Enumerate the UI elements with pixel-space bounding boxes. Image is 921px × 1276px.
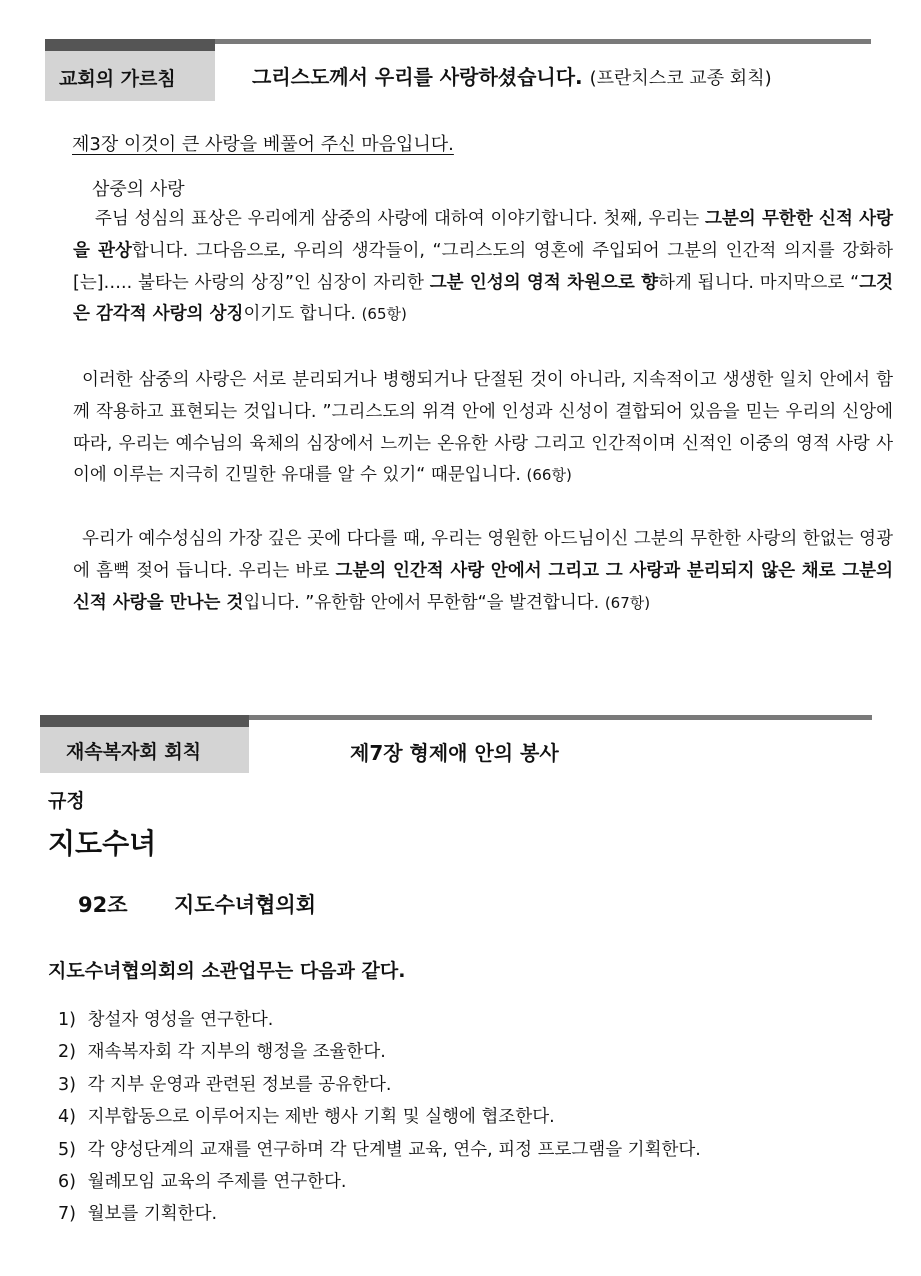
- list-item-number: 5): [58, 1139, 76, 1160]
- article-number: 92조: [78, 893, 128, 917]
- rule-label: 규정: [48, 790, 85, 812]
- article-name: 지도수녀협의회: [174, 893, 317, 917]
- list-item-number: 3): [58, 1074, 76, 1095]
- paragraph-1-text-a: 주님 성심의 표상은 우리에게 삼중의 사랑에 대하여 이야기합니다. 첫째, 우리는: [95, 209, 705, 229]
- list-item: [58, 1101, 701, 1133]
- list-item-number: 6): [58, 1172, 76, 1193]
- paragraph-1-bold-b: 그분 인성의 영적 차원으로 향: [429, 272, 659, 293]
- list-item: [58, 1198, 701, 1230]
- list-item-text: 각 양성단계의 교재를 연구하며 각 단계별 교육, 연수, 피정 프로그램을 기획한다.: [87, 1139, 701, 1160]
- paragraph-1-bold-a: 그분의 무한한 신적 사랑을 관상: [73, 209, 893, 261]
- paragraph-2-text: 이러한 삼중의 사랑은 서로 분리되거나 병행되거나 단절된 것이 아니라, 지속적이고 생생한 일치 안에서 함께 작용하고 표현되는 것입니다. ”그리스도의 위격 안에 인성과 신성이 결합되어 있음을 믿는 우리의 신앙에 따라, 우리는 예수님의 육체의 심장에서 느끼는 온유한 사랑 그리고 인간적이며 신적인 이중의 영적 사랑 사이에 이루는 지극히 긴밀한 유대를 알 수 있기“ 때문입니다.: [73, 370, 893, 486]
- list-item: [58, 1004, 701, 1036]
- section1-title-main: 그리스도께서 우리를 사랑하셨습니다.: [252, 65, 583, 89]
- article-intro: 지도수녀협의회의 소관업무는 다음과 같다.: [48, 960, 406, 982]
- list-item-number: 1): [58, 1010, 76, 1030]
- paragraph-1-reference: (65항): [361, 305, 407, 324]
- section2-title: 제7장 형제애 안의 봉사: [350, 741, 559, 765]
- paragraph-2-reference: (66항): [526, 466, 572, 485]
- section2-tab-label: 재속복자회 회칙: [40, 727, 249, 773]
- list-item-number: 4): [58, 1107, 76, 1128]
- paragraph-3-text-a: 우리가 예수성심의 가장 깊은 곳에 다다를 때, 우리는 영원한 아드님이신 그분의 무한한 사랑의 한없는 영광에 흠뻑 젖어 듭니다. 우리는 바로: [73, 529, 893, 581]
- section-title: 삼중의 사랑: [92, 179, 185, 200]
- list-item-text: 각 지부 운영과 관련된 정보를 공유한다.: [87, 1074, 392, 1095]
- paragraph-1-text-c: 하게 됩니다. 마지막으로 “: [658, 272, 860, 293]
- section1-header-accent: [45, 39, 215, 51]
- chapter-title: 제3장 이것이 큰 사랑을 베풀어 주신 마음입니다.: [72, 134, 454, 155]
- section1-tab-label: 교회의 가르침: [45, 51, 215, 101]
- list-item-text: 월보를 기획한다.: [87, 1204, 218, 1225]
- list-item: [58, 1134, 701, 1166]
- paragraph-2: [73, 365, 893, 492]
- duties-list: [58, 1004, 701, 1231]
- list-item: [58, 1036, 701, 1068]
- paragraph-1: [73, 204, 893, 331]
- list-item-number: 7): [58, 1204, 76, 1225]
- paragraph-3-bold: 그분의 인간적 사랑 안에서 그리고 그 사랑과 분리되지 않은 채로 그분의 신적 사랑을 만나는 것: [73, 560, 893, 613]
- list-item: [58, 1166, 701, 1198]
- section1-title: [252, 61, 772, 90]
- paragraph-3-reference: (67항): [604, 593, 651, 612]
- section1-title-suffix: (프란치스코 교종 회칙): [589, 68, 772, 89]
- list-item-text: 월례모임 교육의 주제를 연구한다.: [87, 1172, 347, 1193]
- list-item-text: 창설자 영성을 연구한다.: [87, 1010, 274, 1030]
- section2-header-accent: [40, 715, 249, 727]
- paragraph-3: [73, 524, 893, 619]
- paragraph-1-text-b: 합니다. 그다음으로, 우리의 생각들이, “그리스도의 영혼에 주입되어 그분의 인간적 의지를 강화하[는]….. 불타는 사랑의 상징”인 심장이 자리한: [73, 240, 893, 293]
- list-item: [58, 1069, 701, 1101]
- paragraph-3-text-b: 입니다. ”유한함 안에서 무한함“을 발견합니다.: [243, 592, 605, 613]
- list-item-text: 재속복자회 각 지부의 행정을 조율한다.: [87, 1042, 386, 1063]
- list-item-number: 2): [58, 1042, 76, 1063]
- paragraph-1-bold-c: 그것은 감각적 사랑의 상징: [73, 272, 894, 325]
- list-item-text: 지부합동으로 이루어지는 제반 행사 기획 및 실행에 협조한다.: [87, 1107, 555, 1128]
- big-title: 지도수녀: [48, 827, 157, 860]
- paragraph-1-text-d: 이기도 합니다.: [243, 304, 362, 325]
